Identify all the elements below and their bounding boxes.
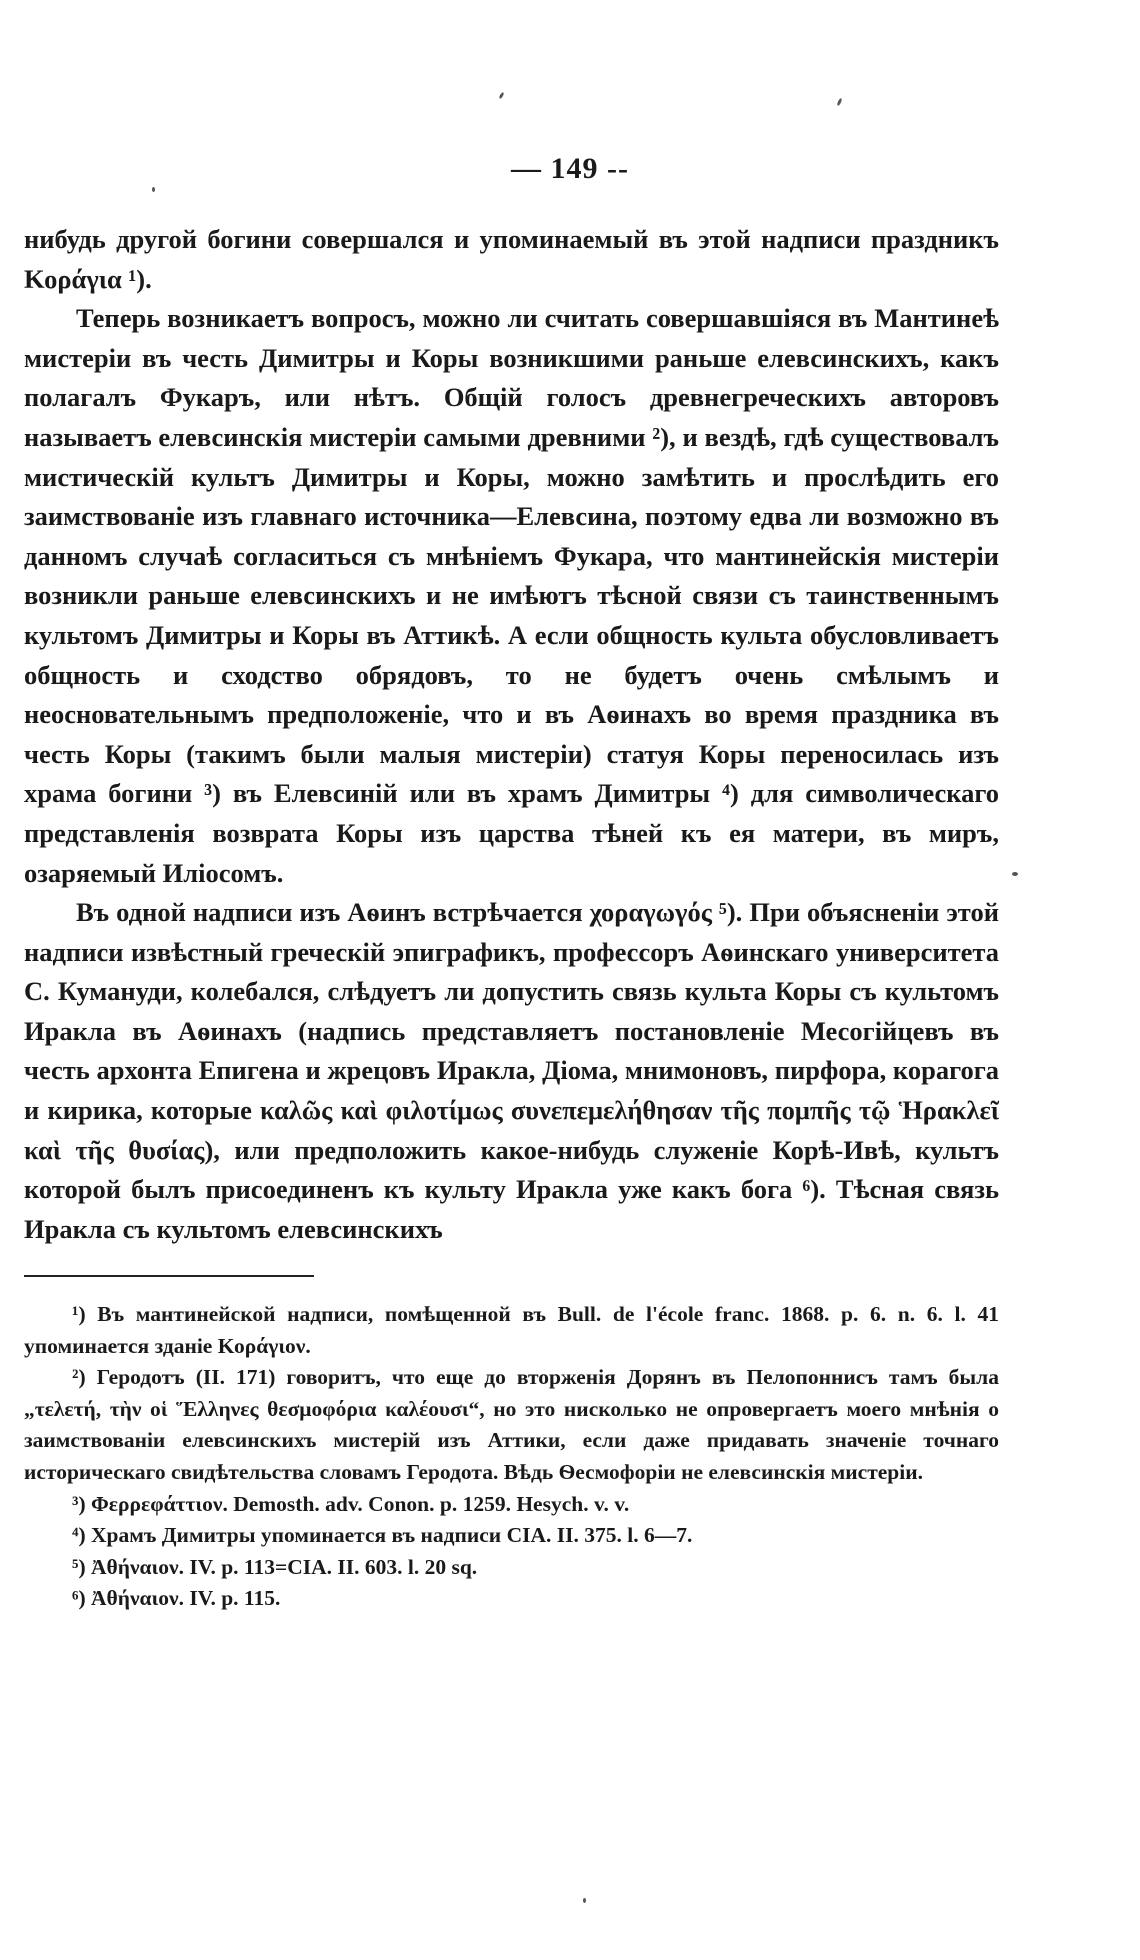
page-number: — 149 -- bbox=[511, 152, 629, 185]
scan-speck bbox=[498, 92, 504, 100]
footnote: ⁴) Храмъ Димитры упоминается въ надписи CIA. II. 375. l. 6—7. bbox=[72, 1523, 693, 1548]
scan-speck bbox=[836, 98, 842, 107]
paragraph: Теперь возникаетъ вопросъ, можно ли считать совершавшіяся въ Мантинеѣ мистеріи въ честь Димитры и Коры возникшими раньше елевсинскихъ, какъ полагалъ Фукаръ, или нѣтъ. Общій голосъ древнегреческихъ авторовъ называетъ елевсинскія мистеріи самыми древними ²), и вездѣ, гдѣ существовалъ мистическій культъ Димитры и Коры, можно замѣтить и прослѣдить его заимствованіе изъ главнаго источника—Елевсина, поэтому едва ли возможно въ данномъ случаѣ согласиться съ мнѣніемъ Фукара, что мантинейскія мистеріи возникли раньше елевсинскихъ и не имѣютъ тѣсной связи съ таинственнымъ культомъ Димитры и Коры въ Аттикѣ. А если общность культа обусловливаетъ общность и сходство обрядовъ, то не будетъ очень смѣлымъ и неосновательнымъ предположеніе, что и въ Аѳинахъ во время праздника въ честь Коры (такимъ были малыя мистеріи) статуя Коры переносилась изъ храма богини ³) въ Елевсиній или въ храмъ Димитры ⁴) для символическаго представленія возврата Коры изъ царства тѣней къ ея матери, въ миръ, озаряемый Иліосомъ. bbox=[24, 303, 999, 888]
footnotes bbox=[24, 1299, 999, 1615]
paragraph: нибудь другой богини совершался и упоминаемый въ этой надписи праздникъ Κοράγια ¹). bbox=[24, 224, 999, 294]
scan-speck bbox=[583, 1898, 586, 1903]
footnote: ¹) Въ мантинейской надписи, помѣщенной въ Bull. de l'école franc. 1868. p. 6. n. 6. l. 41 упоминается зданіе Κοράγιον. bbox=[24, 1302, 999, 1358]
scan-speck bbox=[1012, 872, 1018, 876]
scan-speck bbox=[152, 187, 155, 192]
footnote: ²) Геродотъ (II. 171) говоритъ, что еще до вторженія Дорянъ въ Пелопоннисъ тамъ была „τελετή, τὴν οἱ Ἕλληνες θεσμοφόρια καλέουσι“, но это нисколько не опровергаетъ моего мнѣнія о заимствованіи елевсинскихъ мистерій изъ Аттики, если даже придавать значеніе точнаго историческаго свидѣтельства словамъ Геродота. Вѣдь Ѳесмофоріи не елевсинскія мистеріи. bbox=[24, 1365, 999, 1484]
footnote-separator bbox=[24, 1275, 314, 1277]
footnote: ⁶) Ἀθήναιον. IV. p. 115. bbox=[72, 1586, 281, 1611]
footnote: ³) Φερρεφάττιον. Demosth. adv. Conon. p. 1259. Hesych. v. v. bbox=[72, 1491, 630, 1516]
paragraph: Въ одной надписи изъ Аѳинъ встрѣчается χοραγωγός ⁵). При объясненіи этой надписи извѣстный греческій эпиграфикъ, профессоръ Аѳинскаго университета С. Кумануди, колебался, слѣдуетъ ли допустить связь культа Коры съ культомъ Иракла въ Аѳинахъ (надпись представляетъ постановленіе Месогійцевъ въ честь архонта Епигена и жрецовъ Иракла, Діома, мнимоновъ, пирфора, корагога и кирика, которые καλῶς καὶ φιλοτίμως συνεπεμελήθησαν τῆς πομπῆς τῷ Ἡρακλεῖ καὶ τῆς θυσίας), или предположить какое-нибудь служеніе Корѣ-Ивѣ, культъ которой былъ присоединенъ къ культу Иракла уже какъ бога ⁶). Тѣсная связь Иракла съ культомъ елевсинскихъ bbox=[24, 897, 999, 1244]
main-text bbox=[24, 220, 999, 1249]
footnote: ⁵) Ἀθήναιον. IV. p. 113=CIA. II. 603. l. 20 sq. bbox=[72, 1554, 478, 1579]
